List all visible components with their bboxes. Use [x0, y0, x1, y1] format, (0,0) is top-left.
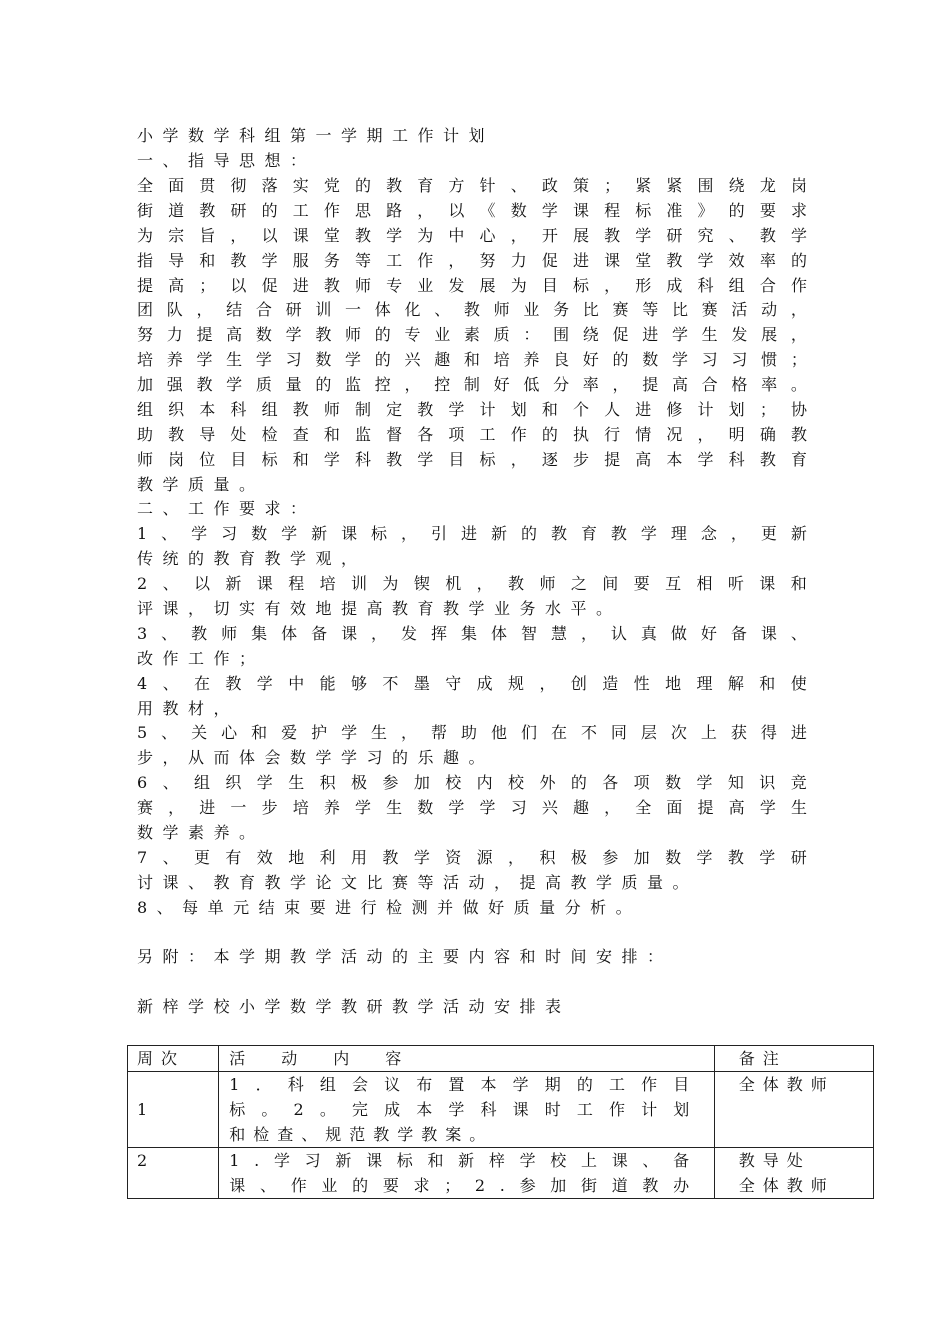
note-cell: 教导处 全体教师 [714, 1148, 873, 1199]
paragraph-line: 提 高 ； 以 促 进 教 师 专 业 发 展 为 目 标 ， 形 成 科 组 合 作 [137, 276, 807, 295]
table-row [128, 1072, 874, 1148]
table-header-row [128, 1046, 874, 1072]
content-cell: 1 . 学 习 新 课 标 和 新 梓 学 校 上 课 、 备 课 、 作 业 的 要 求 ； 2 . 参 加 街 道 教 办 [219, 1148, 714, 1199]
list-item: 4 、 在 教 学 中 能 够 不 墨 守 成 规 ， 创 造 性 地 理 解 和 使 [137, 674, 807, 693]
list-item: 2 、 以 新 课 程 培 训 为 锲 机 ， 教 师 之 间 要 互 相 听 课 和 [137, 574, 807, 593]
paragraph-line: 组 织 本 科 组 教 师 制 定 教 学 计 划 和 个 人 进 修 计 划 ； 协 [137, 400, 807, 419]
paragraph-line: 师 岗 位 目 标 和 学 科 教 学 目 标 ， 逐 步 提 高 本 学 科 教 育 [137, 450, 807, 469]
paragraph-line: 为 宗 旨 ， 以 课 堂 教 学 为 中 心 ， 开 展 教 学 研 究 、 教 学 [137, 226, 807, 245]
table-row [128, 1148, 874, 1199]
document-title: 小学数学科组第一学期工作计划 [137, 126, 495, 145]
list-item: 8、每单元结束要进行检测并做好质量分析。 [137, 898, 642, 917]
paragraph-line: 团 队 ， 结 合 研 训 一 体 化 、 教 师 业 务 比 赛 等 比 赛 活 动 ， [137, 300, 807, 319]
list-item: 7 、 更 有 效 地 利 用 教 学 资 源 ， 积 极 参 加 数 学 教 学 研 [137, 848, 807, 867]
list-item: 1 、 学 习 数 学 新 课 标 ， 引 进 新 的 教 育 教 学 理 念 ， 更 新 [137, 524, 807, 543]
paragraph-line: 加 强 教 学 质 量 的 监 控 ， 控 制 好 低 分 率 ， 提 高 合 格 率 。 [137, 375, 807, 394]
paragraph-line: 教学质量。 [137, 475, 265, 494]
list-item: 赛 ， 进 一 步 培 养 学 生 数 学 学 习 兴 趣 ， 全 面 提 高 学 生 [137, 798, 807, 817]
section-heading-2: 二、工作要求： [137, 499, 316, 518]
week-cell: 2 [128, 1148, 219, 1199]
note-cell: 全体教师 [714, 1072, 873, 1148]
list-item: 3 、 教 师 集 体 备 课 ， 发 挥 集 体 智 慧 ， 认 真 做 好 备 课 、 [137, 624, 807, 643]
appendix-note: 另附：本学期教学活动的主要内容和时间安排： [137, 947, 673, 966]
paragraph-line: 培 养 学 生 学 习 数 学 的 兴 趣 和 培 养 良 好 的 数 学 习 习 惯 ； [137, 350, 807, 369]
header-note: 备注 [714, 1046, 873, 1072]
content-cell: 1 ． 科 组 会 议 布 置 本 学 期 的 工 作 目 标 。 2 。 完 成 本 学 科 课 时 工 作 计 划 和检查、规范教学教案。 [219, 1072, 714, 1148]
header-content: 活 动 内 容 [219, 1046, 714, 1072]
paragraph-line: 助 教 导 处 检 查 和 监 督 各 项 工 作 的 执 行 情 况 ， 明 确 教 [137, 425, 807, 444]
list-item: 数学素养。 [137, 823, 265, 842]
list-item: 6 、 组 织 学 生 积 极 参 加 校 内 校 外 的 各 项 数 学 知 识 竞 [137, 773, 807, 792]
paragraph-line: 指 导 和 教 学 服 务 等 工 作 ， 努 力 促 进 课 堂 教 学 效 率 的 [137, 251, 807, 270]
list-item: 5 、 关 心 和 爱 护 学 生 ， 帮 助 他 们 在 不 同 层 次 上 获 得 进 [137, 723, 807, 742]
list-item: 传统的教育教学观， [137, 549, 367, 568]
list-item: 评课，切实有效地提高教育教学业务水平。 [137, 599, 622, 618]
list-item: 讨课、教育教学论文比赛等活动，提高教学质量。 [137, 873, 699, 892]
list-item: 步，从而体会数学学习的乐趣。 [137, 748, 495, 767]
paragraph-line: 街 道 教 研 的 工 作 思 路 ， 以 《 数 学 课 程 标 准 》 的 要 求 [137, 201, 807, 220]
list-item: 改作工作； [137, 649, 265, 668]
week-cell: 1 [128, 1072, 219, 1148]
section-heading-1: 一、指导思想： [137, 151, 316, 170]
table-title: 新梓学校小学数学教研教学活动安排表 [137, 997, 571, 1016]
paragraph-line: 努 力 提 高 数 学 教 师 的 专 业 素 质 ： 围 绕 促 进 学 生 发 展 ， [137, 325, 807, 344]
list-item: 用教材， [137, 699, 240, 718]
schedule-table [127, 1045, 874, 1199]
header-week: 周次 [128, 1046, 219, 1072]
paragraph-line: 全 面 贯 彻 落 实 党 的 教 育 方 针 、 政 策 ； 紧 紧 围 绕 龙 岗 [137, 176, 807, 195]
